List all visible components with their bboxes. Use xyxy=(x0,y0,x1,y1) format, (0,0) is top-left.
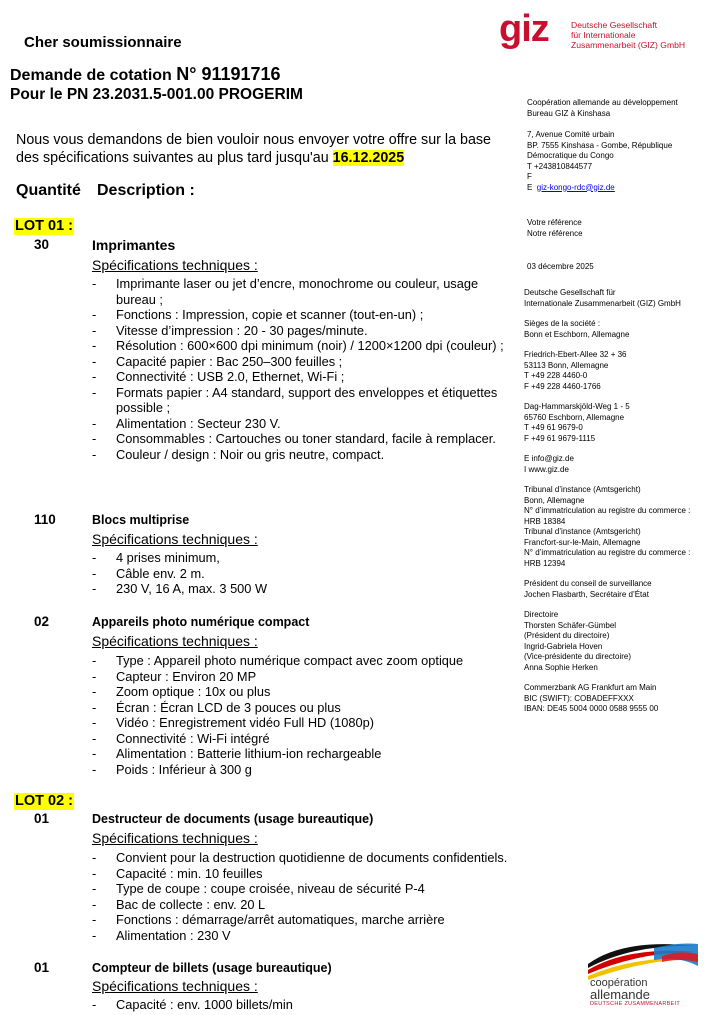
spec-item: - Consommables : Cartouches ou toner standard, facile à remplacer. xyxy=(92,431,512,447)
office-address xyxy=(527,130,672,193)
eschborn-phone: T +49 61 9679-0 xyxy=(524,423,583,432)
address-line: Démocratique du Congo xyxy=(527,151,614,160)
court-line: HRB 12394 xyxy=(524,558,566,568)
spec-item: - Type de coupe : coupe croisée, niveau de sécurité P-4 xyxy=(92,881,542,897)
office-line1: Coopération allemande au développement xyxy=(527,98,678,107)
references xyxy=(527,218,583,239)
eschborn-address: Dag-Hammarskjöld-Weg 1 - 5 xyxy=(524,402,630,411)
request-title xyxy=(10,64,281,85)
our-reference: Notre référence xyxy=(527,228,583,238)
bonn-address: 53113 Bonn, Allemagne xyxy=(524,360,609,370)
your-reference: Votre référence xyxy=(527,218,582,227)
spec-item: - 4 prises minimum, xyxy=(92,550,512,566)
spec-item: - Fonctions : Impression, copie et scanner (tout-en-un) ; xyxy=(92,307,512,323)
letter-date: 03 décembre 2025 xyxy=(527,262,594,271)
company-line: Internationale Zusammenarbeit (GIZ) GmbH xyxy=(524,298,681,308)
spec-list xyxy=(92,653,512,777)
company-info xyxy=(524,288,690,715)
spec-list xyxy=(92,276,512,462)
item-quantity: 01 xyxy=(34,811,50,826)
info-email: E info@giz.de xyxy=(524,454,574,463)
directorate-line: Ingrid-Gabriela Hoven xyxy=(524,641,603,651)
item-title: Compteur de billets (usage bureautique) xyxy=(92,961,332,975)
bonn-address: Friedrich-Ebert-Allee 32 + 36 xyxy=(524,350,627,359)
item-title: Imprimantes xyxy=(92,237,176,253)
spec-heading: Spécifications techniques : xyxy=(92,978,258,994)
giz-logo-line2: für Internationale xyxy=(571,30,636,40)
spec-item: - Capteur : Environ 20 MP xyxy=(92,669,512,685)
spec-item: - Résolution : 600×600 dpi minimum (noir) / 1200×1200 dpi (couleur) ; xyxy=(92,338,512,354)
court-line: HRB 18384 xyxy=(524,516,566,526)
item-title: Appareils photo numérique compact xyxy=(92,615,310,629)
spec-item: - Écran : Écran LCD de 3 pouces ou plus xyxy=(92,700,512,716)
seats-label: Sièges de la société : xyxy=(524,319,601,328)
intro-paragraph xyxy=(16,131,514,167)
directorate-line: Thorsten Schäfer-Gümbel xyxy=(524,620,617,630)
court-line: Tribunal d’instance (Amtsgericht) xyxy=(524,485,641,494)
spec-item: - Alimentation : 230 V xyxy=(92,928,542,944)
giz-logo xyxy=(499,8,699,58)
giz-logo-text xyxy=(571,20,685,50)
spec-heading: Spécifications techniques : xyxy=(92,531,258,547)
bank-line: IBAN: DE45 5004 0000 0588 9555 00 xyxy=(524,704,659,713)
coop-logo-line2: allemande xyxy=(590,987,650,1002)
bank-line: Commerzbank AG Frankfurt am Main xyxy=(524,683,657,692)
board-line: Président du conseil de surveillance xyxy=(524,579,652,588)
office-line2: Bureau GIZ à Kinshasa xyxy=(527,108,611,118)
lot-label: LOT 01 : xyxy=(15,218,74,234)
email-line xyxy=(527,183,672,194)
cooperation-allemande-logo xyxy=(584,938,700,1008)
address-line: 7, Avenue Comité urbain xyxy=(527,130,615,139)
giz-logo-line3: Zusammenarbeit (GIZ) GmbH xyxy=(571,40,686,50)
phone-line: T +243810844577 xyxy=(527,161,593,171)
pn-line: Pour le PN 23.2031.5-001.00 PROGERIM xyxy=(10,86,303,103)
spec-list xyxy=(92,850,542,943)
website: I www.giz.de xyxy=(524,464,569,474)
deadline-date: 16.12.2025 xyxy=(332,150,405,166)
email-link[interactable]: giz-kongo-rdc@giz.de xyxy=(536,182,615,192)
item-quantity: 30 xyxy=(34,237,50,252)
spec-item: - Connectivité : Wi-Fi intégré xyxy=(92,731,512,747)
court-line: N° d’immatriculation au registre du commerce : xyxy=(524,548,691,557)
intro-text: Nous vous demandons de bien vouloir nous envoyer votre offre sur la base des spécifications suivantes au plus tard jusqu'au xyxy=(16,132,491,166)
spec-heading: Spécifications techniques : xyxy=(92,257,258,273)
item-title: Blocs multiprise xyxy=(92,513,190,527)
court-line: Tribunal d’instance (Amtsgericht) xyxy=(524,527,641,536)
lot-label: LOT 02 : xyxy=(15,793,74,809)
email-label: E xyxy=(527,182,533,192)
greeting: Cher soumissionnaire xyxy=(24,34,182,51)
fax-line: F xyxy=(527,172,532,181)
court-line: Bonn, Allemagne xyxy=(524,495,585,505)
spec-item: - Capacité papier : Bac 250–300 feuilles ; xyxy=(92,354,512,370)
spec-item: - Alimentation : Secteur 230 V. xyxy=(92,416,512,432)
spec-list xyxy=(92,550,512,597)
board-line: Jochen Flasbarth, Secrétaire d’État xyxy=(524,589,649,599)
spec-item: - Poids : Inférieur à 300 g xyxy=(92,762,512,778)
quantity-column-header: Quantité xyxy=(16,182,81,199)
directorate-line: (Vice-présidente du directoire) xyxy=(524,652,632,661)
spec-item: - Câble env. 2 m. xyxy=(92,566,512,582)
spec-item: - Type : Appareil photo numérique compact avec zoom optique xyxy=(92,653,512,669)
giz-logo-mark: giz xyxy=(499,8,549,50)
directorate-line: Directoire xyxy=(524,610,559,619)
spec-item: - Bac de collecte : env. 20 L xyxy=(92,897,542,913)
item-quantity: 01 xyxy=(34,960,50,975)
giz-logo-line1: Deutsche Gesellschaft xyxy=(571,20,657,30)
spec-list xyxy=(92,997,512,1013)
spec-item: - Formats papier : A4 standard, support des enveloppes et étiquettes possible ; xyxy=(92,385,512,416)
item-quantity: 02 xyxy=(34,614,50,629)
coop-logo-line3: DEUTSCHE ZUSAMMENARBEIT xyxy=(590,1001,681,1007)
coop-logo-line1: coopération xyxy=(590,977,648,989)
court-line: N° d’immatriculation au registre du commerce : xyxy=(524,506,691,515)
office-name xyxy=(527,98,678,119)
spec-heading: Spécifications techniques : xyxy=(92,633,258,649)
item-quantity: 110 xyxy=(34,512,56,527)
spec-item: - Alimentation : Batterie lithium-ion rechargeable xyxy=(92,746,512,762)
spec-item: - Connectivité : USB 2.0, Ethernet, Wi-Fi ; xyxy=(92,369,512,385)
item-title: Destructeur de documents (usage bureautique) xyxy=(92,812,374,826)
court-line: Francfort-sur-le-Main, Allemagne xyxy=(524,537,641,547)
bonn-phone: T +49 228 4460-0 xyxy=(524,371,588,380)
request-title-prefix: Demande de cotation xyxy=(10,67,177,84)
eschborn-fax: F +49 61 9679-1115 xyxy=(524,433,596,443)
company-line: Deutsche Gesellschaft für xyxy=(524,288,616,297)
request-number: N° 91191716 xyxy=(176,64,281,84)
spec-item: - Vitesse d’impression : 20 - 30 pages/minute. xyxy=(92,323,512,339)
bank-line: BIC (SWIFT): COBADEFFXXX xyxy=(524,693,634,703)
spec-item: - Couleur / design : Noir ou gris neutre, compact. xyxy=(92,447,512,463)
spec-item: - Fonctions : démarrage/arrêt automatiques, marche arrière xyxy=(92,912,542,928)
flag-swoosh-icon xyxy=(584,938,700,982)
spec-item: - Zoom optique : 10x ou plus xyxy=(92,684,512,700)
spec-item: - Capacité : env. 1000 billets/min xyxy=(92,997,512,1013)
directorate-line: Anna Sophie Herken xyxy=(524,662,598,672)
spec-item: - Vidéo : Enregistrement vidéo Full HD (1080p) xyxy=(92,715,512,731)
spec-item: - Imprimante laser ou jet d’encre, monochrome ou couleur, usage bureau ; xyxy=(92,276,512,307)
directorate-line: (Président du directoire) xyxy=(524,631,610,640)
bonn-fax: F +49 228 4460-1766 xyxy=(524,381,601,391)
spec-item: - Capacité : min. 10 feuilles xyxy=(92,866,542,882)
spec-item: - Convient pour la destruction quotidienne de documents confidentiels. xyxy=(92,850,542,866)
description-column-header: Description : xyxy=(97,182,195,199)
spec-heading: Spécifications techniques : xyxy=(92,830,258,846)
address-line: BP. 7555 Kinshasa - Gombe, République xyxy=(527,140,673,150)
seats-value: Bonn et Eschborn, Allemagne xyxy=(524,329,630,339)
spec-item: - 230 V, 16 A, max. 3 500 W xyxy=(92,581,512,597)
eschborn-address: 65760 Eschborn, Allemagne xyxy=(524,412,625,422)
